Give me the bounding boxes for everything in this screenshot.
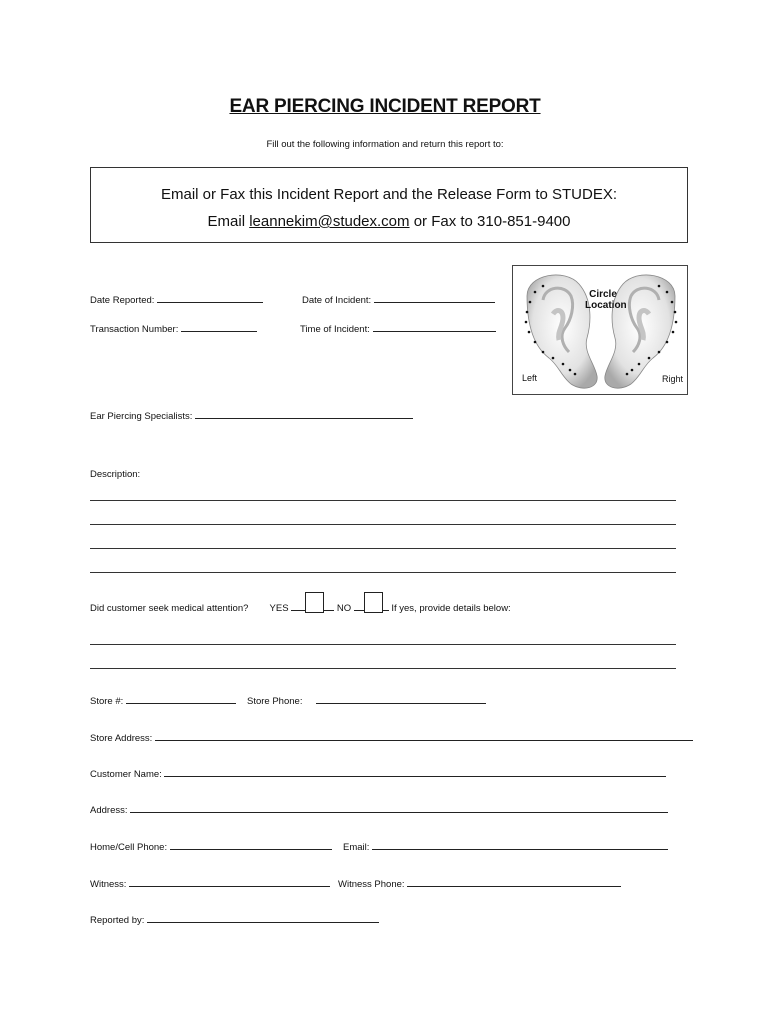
store-address-label: Store Address: (90, 733, 153, 744)
yes-checkbox[interactable] (305, 592, 324, 613)
medical-attention-row (90, 592, 511, 614)
address-input-line[interactable] (130, 803, 668, 813)
email-input-line[interactable] (372, 840, 668, 850)
if-yes-label: If yes, provide details below: (391, 603, 511, 614)
transaction-number-field[interactable] (90, 322, 257, 335)
studex-email-link[interactable]: leannekim@studex.com (249, 213, 410, 230)
date-of-incident-field[interactable] (302, 293, 495, 306)
date-reported-field[interactable] (90, 293, 263, 306)
transaction-number-label: Transaction Number: (90, 324, 179, 335)
specialists-field[interactable] (90, 409, 413, 422)
specialists-label: Ear Piercing Specialists: (90, 411, 193, 422)
transaction-number-input-line[interactable] (181, 322, 257, 332)
store-number-label: Store #: (90, 696, 124, 707)
notice-line-2 (91, 213, 687, 230)
customer-name-label: Customer Name: (90, 769, 162, 780)
address-label: Address: (90, 805, 128, 816)
yes-label: YES (269, 603, 289, 614)
date-of-incident-label: Date of Incident: (302, 295, 372, 306)
home-cell-phone-input-line[interactable] (170, 840, 332, 850)
submission-notice-box (90, 167, 688, 243)
time-of-incident-input-line[interactable] (373, 322, 496, 332)
medical-details-line-2[interactable] (90, 668, 676, 669)
date-reported-label: Date Reported: (90, 295, 155, 306)
home-cell-phone-field[interactable] (90, 840, 332, 853)
email-prefix: Email (207, 213, 250, 230)
witness-field[interactable] (90, 877, 330, 890)
description-line-4[interactable] (90, 572, 676, 573)
store-phone-label: Store Phone: (247, 696, 303, 707)
email-label: Email: (343, 842, 370, 853)
reported-by-input-line[interactable] (147, 913, 379, 923)
store-phone-input-line[interactable] (316, 694, 486, 704)
left-ear-label: Left (522, 373, 538, 383)
ear-location-diagram[interactable] (512, 265, 688, 395)
customer-name-input-line[interactable] (164, 767, 666, 777)
fax-text: or Fax to 310-851-9400 (409, 213, 571, 230)
date-reported-input-line[interactable] (157, 293, 263, 303)
home-cell-phone-label: Home/Cell Phone: (90, 842, 168, 853)
time-of-incident-label: Time of Incident: (300, 324, 370, 335)
witness-label: Witness: (90, 879, 127, 890)
circle-location-caption: Circle Location (585, 289, 627, 311)
description-line-3[interactable] (90, 548, 676, 549)
reported-by-label: Reported by: (90, 915, 145, 926)
description-line-1[interactable] (90, 500, 676, 501)
address-field[interactable] (90, 803, 668, 816)
email-field[interactable] (343, 840, 668, 853)
store-address-field[interactable] (90, 731, 693, 744)
store-number-field[interactable] (90, 694, 236, 707)
notice-line-1: Email or Fax this Incident Report and the Release Form to STUDEX: (160, 186, 618, 203)
customer-name-field[interactable] (90, 767, 666, 780)
time-of-incident-field[interactable] (300, 322, 496, 335)
witness-phone-field[interactable] (338, 877, 621, 890)
no-label: NO (336, 603, 352, 614)
page-title: EAR PIERCING INCIDENT REPORT (229, 96, 541, 117)
no-line-pre (354, 601, 364, 611)
description-line-2[interactable] (90, 524, 676, 525)
page-subtitle: Fill out the following information and return this report to: (266, 139, 504, 150)
witness-input-line[interactable] (129, 877, 330, 887)
witness-phone-input-line[interactable] (407, 877, 621, 887)
yes-line-post (324, 601, 334, 611)
medical-details-line-1[interactable] (90, 644, 676, 645)
store-phone-field[interactable] (247, 694, 486, 707)
no-line-post (383, 601, 389, 611)
reported-by-field[interactable] (90, 913, 379, 926)
specialists-input-line[interactable] (195, 409, 413, 419)
no-checkbox[interactable] (364, 592, 383, 613)
right-ear-label: Right (661, 374, 683, 384)
yes-line-pre (291, 601, 305, 611)
store-address-input-line[interactable] (155, 731, 693, 741)
store-number-input-line[interactable] (126, 694, 236, 704)
date-of-incident-input-line[interactable] (374, 293, 495, 303)
description-label: Description: (90, 469, 141, 480)
witness-phone-label: Witness Phone: (338, 879, 405, 890)
medical-question-label: Did customer seek medical attention? (90, 603, 249, 614)
